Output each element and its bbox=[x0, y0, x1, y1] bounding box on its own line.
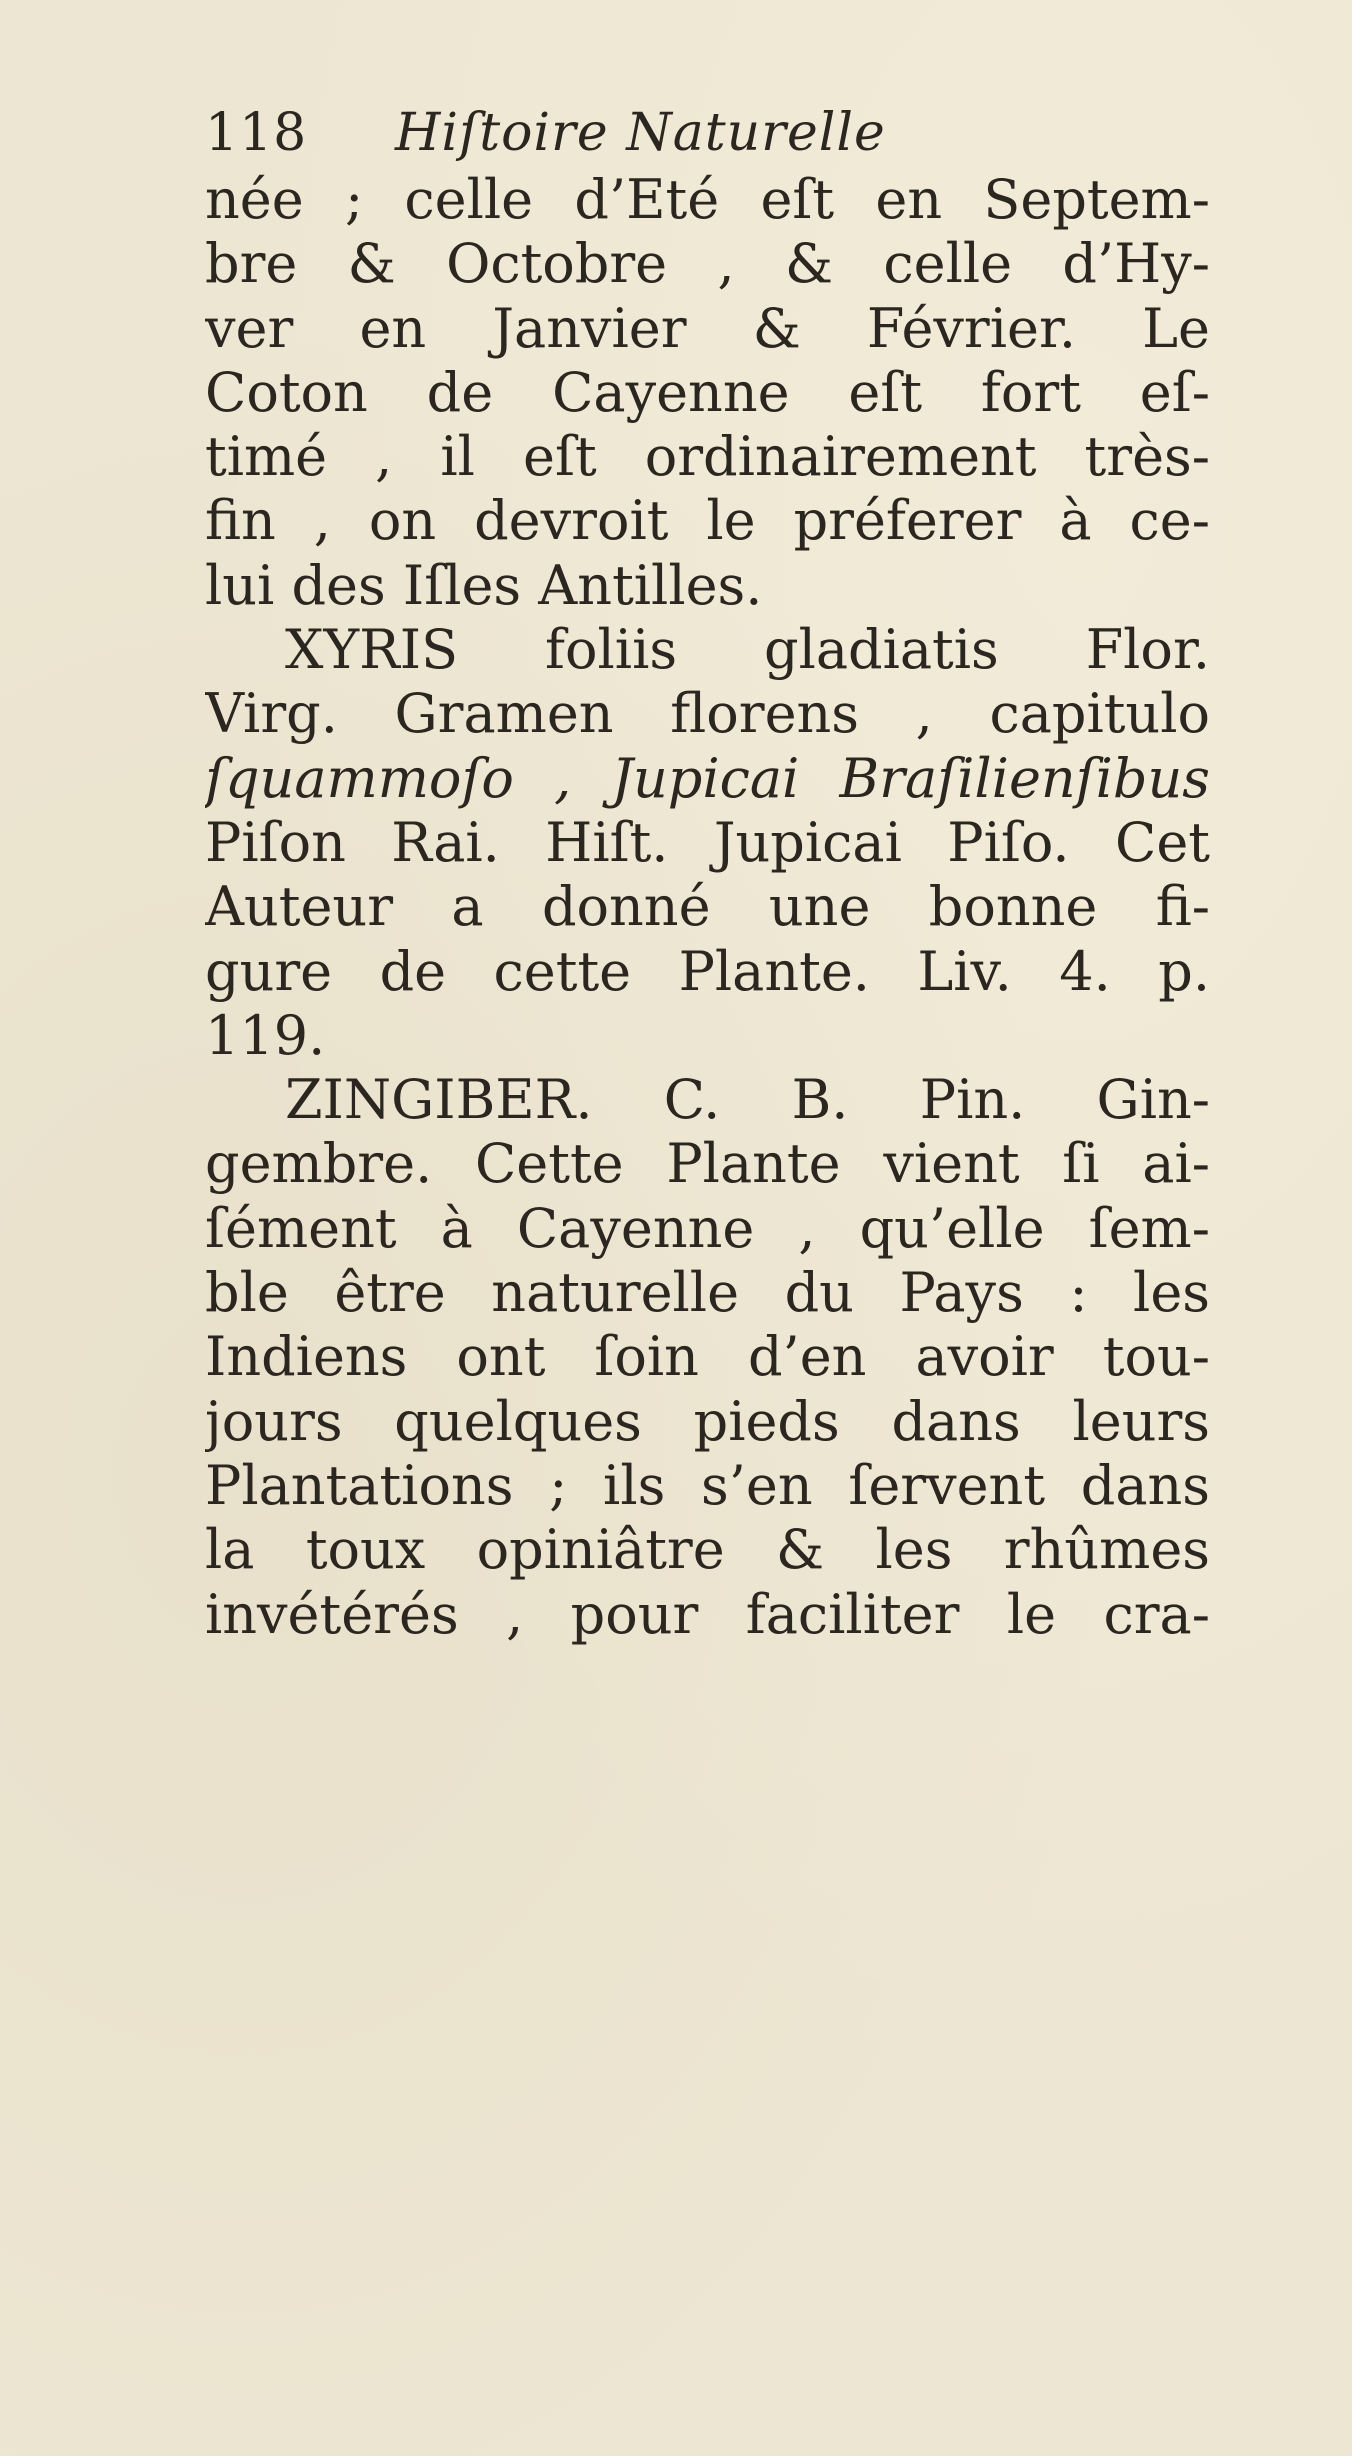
text-line: gure de cette Plante. Liv. 4. p. bbox=[205, 939, 1210, 1003]
text-line: XYRIS foliis gladiatis Flor. bbox=[285, 618, 1210, 682]
text-line: née ; celle d’Eté eſt en Septem- bbox=[205, 168, 1210, 231]
text-line: 119. bbox=[205, 1003, 326, 1067]
text-line: bre & Octobre , & celle d’Hy- bbox=[205, 232, 1210, 296]
text-line: ſément à Cayenne , qu’elle ſem- bbox=[205, 1196, 1210, 1260]
text-line: ſquammoſo , Jupicai Braſilienſibus bbox=[205, 746, 1210, 810]
text-line: invétérés , pour faciliter le cra- bbox=[205, 1582, 1210, 1646]
text-line: jours quelques pieds dans leurs bbox=[205, 1389, 1210, 1453]
text-line: lui des Iſles Antilles. bbox=[205, 553, 763, 617]
text-line: Piſon Rai. Hiſt. Jupicai Piſo. Cet bbox=[205, 810, 1210, 874]
body-text bbox=[205, 168, 1210, 1647]
text-line: ver en Janvier & Février. Le bbox=[205, 296, 1210, 360]
text-line: gembre. Cette Plante vient ſi ai- bbox=[205, 1132, 1210, 1196]
page-number: 118 bbox=[205, 103, 308, 163]
text-line: Coton de Cayenne eſt fort eſ- bbox=[205, 360, 1210, 424]
text-line: ZINGIBER. C. B. Pin. Gin- bbox=[285, 1068, 1210, 1132]
text-line: fin , on devroit le préferer à ce- bbox=[205, 489, 1210, 553]
text-line: ble être naturelle du Pays : les bbox=[205, 1261, 1210, 1325]
text-line: timé , il eſt ordinairement très- bbox=[205, 425, 1210, 489]
text-line: la toux opiniâtre & les rhûmes bbox=[205, 1518, 1210, 1582]
text-line: Plantations ; ils s’en ſervent dans bbox=[205, 1453, 1210, 1517]
page-header bbox=[205, 98, 1165, 168]
text-line: Virg. Gramen florens , capitulo bbox=[205, 682, 1210, 746]
text-line: Indiens ont ſoin d’en avoir tou- bbox=[205, 1325, 1210, 1389]
text-line: Auteur a donné une bonne fi- bbox=[205, 875, 1210, 939]
running-title: Hiſtoire Naturelle bbox=[395, 103, 886, 163]
